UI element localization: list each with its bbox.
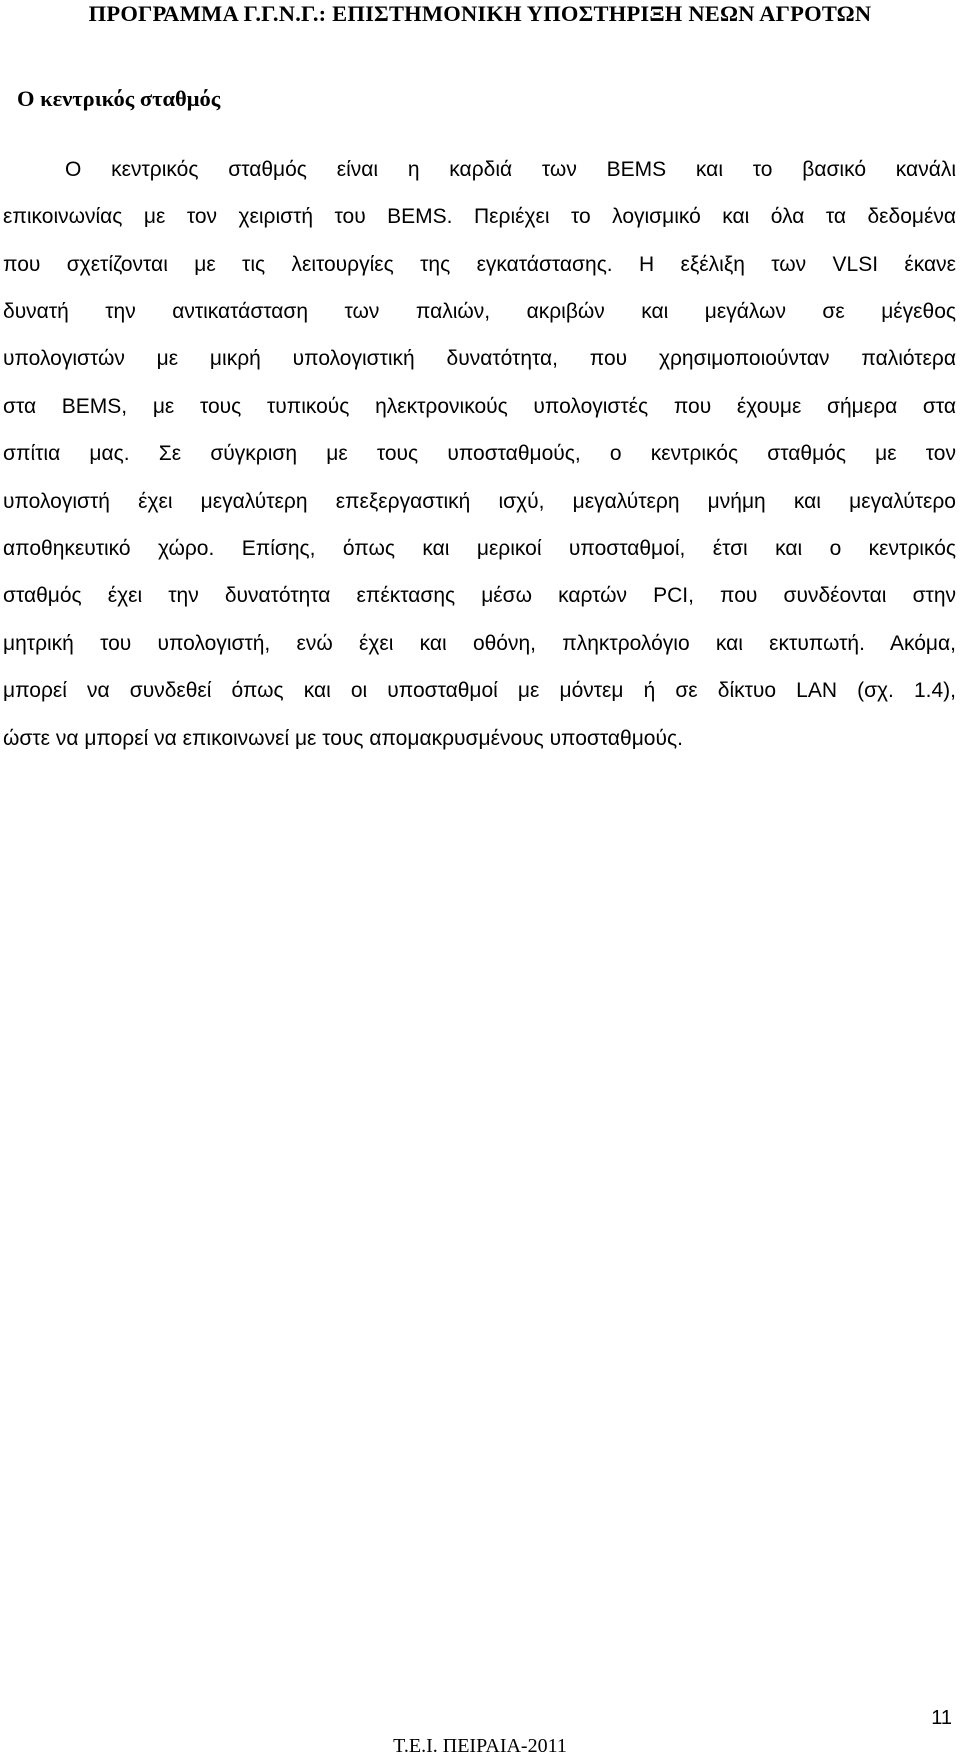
paragraph-line: αποθηκευτικό χώρο. Επίσης, όπως και μερικοί υποσταθμοί, έτσι και ο κεντρικός <box>3 537 956 560</box>
page-footer: Τ.Ε.Ι. ΠΕΙΡΑΙΑ-2011 <box>393 1735 567 1757</box>
paragraph-line: στα BEMS, με τους τυπικούς ηλεκτρονικούς υπολογιστές που έχουμε σήμερα στα <box>3 395 956 418</box>
paragraph-line-last: ώστε να μπορεί να επικοινωνεί με τους απομακρυσμένους υποσταθμούς. <box>3 727 683 750</box>
section-title: Ο κεντρικός σταθμός <box>17 86 221 111</box>
paragraph-line: υπολογιστών με μικρή υπολογιστική δυνατότητα, που χρησιμοποιούνταν παλιότερα <box>3 347 956 370</box>
paragraph-line: μπορεί να συνδεθεί όπως και οι υποσταθμοί με μόντεμ ή σε δίκτυο LAN (σχ. 1.4), <box>3 679 956 702</box>
paragraph-line: που σχετίζονται με τις λειτουργίες της εγκατάστασης. Η εξέλιξη των VLSI έκανε <box>3 253 956 276</box>
paragraph-line: σταθμός έχει την δυνατότητα επέκτασης μέσω καρτών PCI, που συνδέονται στην <box>3 584 956 607</box>
paragraph-line: Ο κεντρικός σταθμός είναι η καρδιά των BEMS και το βασικό κανάλι <box>65 158 956 181</box>
page-number: 11 <box>931 1707 952 1729</box>
paragraph-line: μητρική του υπολογιστή, ενώ έχει και οθόνη, πληκτρολόγιο και εκτυπωτή. Ακόμα, <box>3 632 956 655</box>
paragraph-line: υπολογιστή έχει μεγαλύτερη επεξεργαστική ισχύ, μεγαλύτερη μνήμη και μεγαλύτερο <box>3 490 956 513</box>
paragraph-line: επικοινωνίας με τον χειριστή του BEMS. Περιέχει το λογισμικό και όλα τα δεδομένα <box>3 205 956 228</box>
paragraph-line: σπίτια μας. Σε σύγκριση με τους υποσταθμούς, ο κεντρικός σταθμός με τον <box>3 442 956 465</box>
paragraph-line: δυνατή την αντικατάσταση των παλιών, ακριβών και μεγάλων σε μέγεθος <box>3 300 956 323</box>
page-header: ΠΡΟΓΡΑΜΜΑ Γ.Γ.Ν.Γ.: ΕΠΙΣΤΗΜΟΝΙΚΗ ΥΠΟΣΤΗΡΙΞΗ ΝΕΩΝ ΑΓΡΟΤΩΝ <box>88 1 872 26</box>
